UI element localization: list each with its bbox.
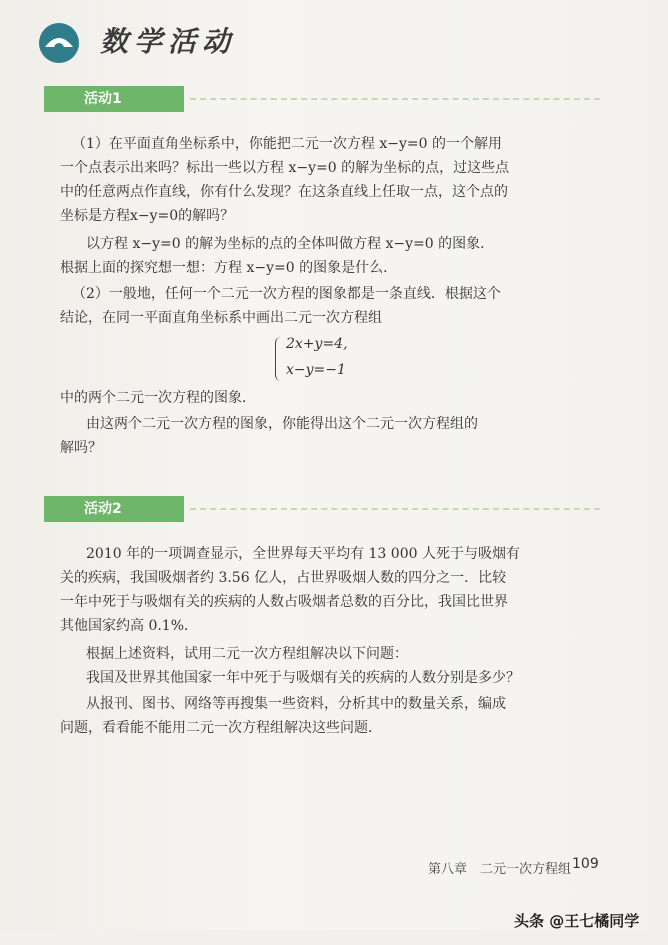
activity1-paragraph-3: （2）一般地，任何一个二元一次方程的图象都是一条直线．根据这个 结论，在同一平面直角坐标系中画出二元一次方程组	[60, 286, 501, 326]
activity2-paragraph-1: 2010 年的一项调查显示，全世界每天平均有 13 000 人死于与吸烟有 关的疾病，我国吸烟者约 3.56 亿人，占世界吸烟人数的四分之一．比较 一年中死于与吸烟有关的疾病的人数占吸烟者总数的百分比，我国比世界 其他国家约高 0.1%．	[60, 546, 520, 634]
activity1-paragraph-1: （1）在平面直角坐标系中，你能把二元一次方程 x−y=0 的一个解用 一个点表示出来吗？标出一些以方程 x−y=0 的解为坐标的点，过这些点 中的任意两点作直线，你有什么发现？在这条直线上任取一点，这个点的 坐标是方程x−y=0的解吗？	[60, 136, 510, 224]
activity1-divider	[190, 98, 600, 100]
activity2-paragraph-3: 我国及世界其他国家一年中死于与吸烟有关的疾病的人数分别是多少？	[86, 670, 520, 686]
activity2-tab: 活动2	[44, 496, 184, 522]
activity2-divider	[190, 508, 600, 510]
activity1-paragraph-2: 以方程 x−y=0 的解为坐标的点的全体叫做方程 x−y=0 的图象． 根据上面的探究想一想：方程 x−y=0 的图象是什么．	[60, 236, 495, 276]
activity-logo-icon	[37, 21, 81, 65]
page-title: 数学活动	[100, 25, 237, 58]
activity1-paragraph-5: 由这两个二元一次方程的图象，你能得出这个二元一次方程组的 解吗？	[60, 416, 478, 456]
activity1-tab: 活动1	[44, 86, 184, 112]
equation-1: 2x+y=4,	[286, 336, 348, 352]
watermark: 头条 @王七橘同学	[514, 912, 640, 930]
activity2-paragraph-2: 根据上述资料，试用二元一次方程组解决以下问题：	[86, 646, 408, 662]
page-number: 109	[572, 856, 599, 872]
equation-2: x−y=−1	[286, 362, 346, 378]
activity1-paragraph-4: 中的两个二元一次方程的图象．	[60, 390, 256, 406]
equation-system-brace	[275, 337, 286, 381]
footer-chapter: 第八章 二元一次方程组	[428, 862, 572, 877]
activity2-paragraph-4: 从报刊、图书、网络等再搜集一些资料，分析其中的数量关系，编成 问题，看看能不能用二元一次方程组解决这些问题．	[60, 696, 506, 736]
